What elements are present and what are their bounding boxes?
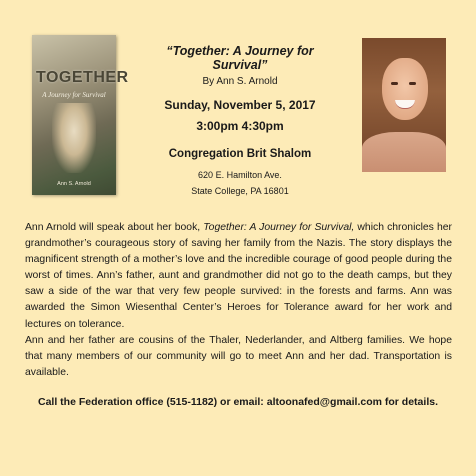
description-intro: Ann Arnold will speak about her book, [25, 222, 204, 233]
author-photo-right-eye [409, 82, 416, 85]
event-time: 3:00pm 4:30pm [196, 119, 284, 133]
description-paragraph [25, 220, 452, 333]
description-body: which chronicles her grandmother’s courageous story of saving her family from the Nazis. The story displays the magnificent strength of a mother’s love and the incredible courage of good people during the worst of times. Ann’s father, aunt and grandmother did not go to the death camps, but they saw a side of the war that very few people survived: in the forests and farms. Ann was awarded the Simon Wiesenthal Center’s Heroes for Tolerance award for her work and lectures on tolerance. [25, 222, 452, 330]
author-photo [362, 38, 446, 172]
author-photo-face [382, 58, 428, 120]
event-address-city: State College, PA 16801 [191, 186, 289, 196]
family-paragraph: Ann and her father are cousins of the Thaler, Nederlander, and Altberg families. We hope that many members of our community will go to meet Ann and her dad. Transportation is available. [25, 335, 452, 379]
contact-line: Call the Federation office (515-1182) or email: altoonafed@gmail.com for details. [37, 396, 438, 408]
event-title: “Together: A Journey for Survival” [166, 44, 314, 72]
description-book-title: Together: A Journey for Survival, [203, 222, 355, 233]
book-cover-image [32, 35, 129, 195]
book-cover-title: TOGETHER [36, 69, 129, 86]
book-cover-author: Ann S. Arnold [57, 181, 91, 187]
event-venue: Congregation Brit Shalom [168, 148, 312, 160]
event-date: Sunday, November 5, 2017 [164, 98, 316, 112]
author-photo-shoulders [362, 132, 446, 172]
event-author: By Ann S. Arnold [202, 76, 278, 87]
author-photo-left-eye [391, 82, 398, 85]
book-cover-subtitle: A Journey for Survival [42, 91, 106, 99]
event-address-street: 620 E. Hamilton Ave. [198, 170, 282, 180]
book-cover-hands [52, 103, 96, 173]
